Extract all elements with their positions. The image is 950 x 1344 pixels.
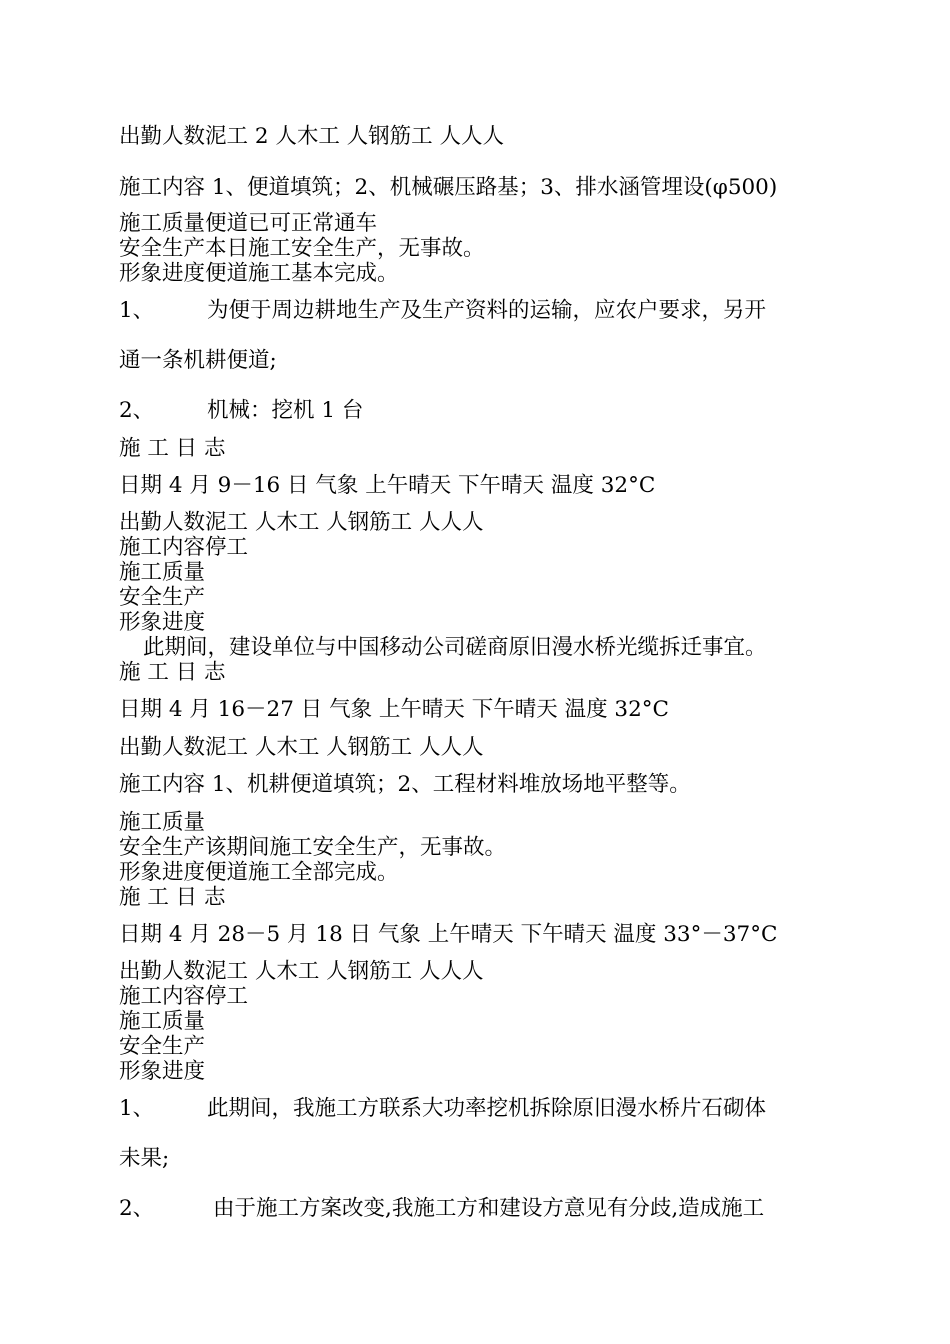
safety-line-1: 安全生产本日施工安全生产，无事故。 <box>119 236 485 261</box>
quality-line-4: 施工质量 <box>119 1009 206 1034</box>
safety-line-3: 安全生产该期间施工安全生产，无事故。 <box>119 835 507 860</box>
list-marker: 2、 <box>119 398 155 423</box>
attendance-line-3: 出勤人数泥工 人木工 人钢筋工 人人人 <box>119 735 484 760</box>
list-marker: 1、 <box>119 298 155 323</box>
list-item-text: 机械：挖机 1 台 <box>207 398 364 423</box>
quality-line-2: 施工质量 <box>119 560 206 585</box>
work-content-line-2: 施工内容停工 <box>119 535 249 560</box>
work-content-line-4: 施工内容停工 <box>119 984 249 1009</box>
log-heading-3: 施 工 日 志 <box>119 885 226 910</box>
date-weather-line-3: 日期 4 月 28－5 月 18 日 气象 上午晴天 下午晴天 温度 33°－37°C <box>119 922 778 947</box>
date-weather-line-1: 日期 4 月 9－16 日 气象 上午晴天 下午晴天 温度 32°C <box>119 473 656 498</box>
list-item-3 <box>119 1096 766 1122</box>
attendance-line-2: 出勤人数泥工 人木工 人钢筋工 人人人 <box>119 510 484 535</box>
progress-line-4: 形象进度 <box>119 1059 206 1084</box>
work-content-line-3: 施工内容 1、机耕便道填筑；2、工程材料堆放场地平整等。 <box>119 772 691 797</box>
attendance-line-4: 出勤人数泥工 人木工 人钢筋工 人人人 <box>119 959 484 984</box>
list-item-text: 由于施工方案改变,我施工方和建设方意见有分歧,造成施工 <box>213 1196 765 1221</box>
safety-line-2: 安全生产 <box>119 585 206 610</box>
list-item-4 <box>119 1196 764 1222</box>
list-item-3-continuation: 未果; <box>119 1146 170 1171</box>
list-item-text: 此期间，我施工方联系大功率挖机拆除原旧漫水桥片石砌体 <box>207 1096 767 1121</box>
log-heading-2: 施 工 日 志 <box>119 660 226 685</box>
quality-line-3: 施工质量 <box>119 810 206 835</box>
list-marker: 2、 <box>119 1196 155 1221</box>
progress-line-2: 形象进度 <box>119 610 206 635</box>
attendance-line-1: 出勤人数泥工 2 人木工 人钢筋工 人人人 <box>119 124 505 149</box>
progress-line-3: 形象进度便道施工全部完成。 <box>119 860 399 885</box>
safety-line-4: 安全生产 <box>119 1034 206 1059</box>
list-item-2 <box>119 398 363 424</box>
list-item-1 <box>119 298 766 324</box>
list-item-1-continuation: 通一条机耕便道; <box>119 348 277 373</box>
date-weather-line-2: 日期 4 月 16－27 日 气象 上午晴天 下午晴天 温度 32°C <box>119 697 669 722</box>
progress-line-1: 形象进度便道施工基本完成。 <box>119 261 399 286</box>
list-marker: 1、 <box>119 1096 155 1121</box>
log-heading-1: 施 工 日 志 <box>119 436 226 461</box>
note-line-1: 此期间，建设单位与中国移动公司磋商原旧漫水桥光缆拆迁事宜。 <box>143 635 767 660</box>
list-item-text: 为便于周边耕地生产及生产资料的运输，应农户要求，另开 <box>207 298 767 323</box>
work-content-line-1: 施工内容 1、便道填筑；2、机械碾压路基；3、排水涵管埋设(φ500) <box>119 175 778 200</box>
quality-line-1: 施工质量便道已可正常通车 <box>119 211 378 236</box>
